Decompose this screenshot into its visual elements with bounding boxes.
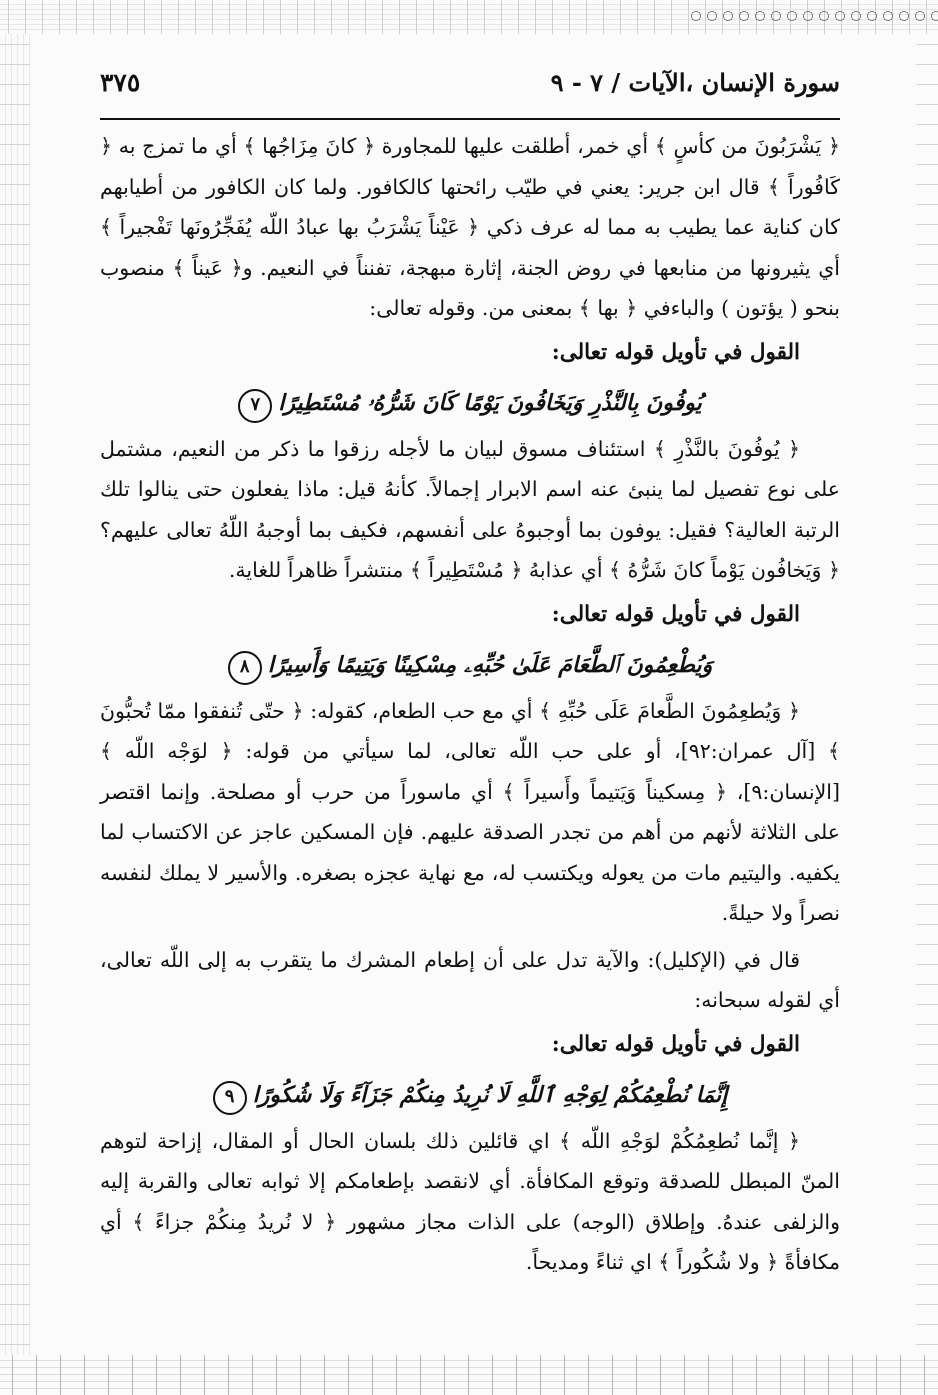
- running-title: سورة الإنسان ،الآيات / ٧ - ٩: [550, 68, 840, 97]
- verse-text: يُوفُونَ بِالنَّذْرِ وَيَخَافُونَ يَوْمًا كَانَ شَرُّهُۥ مُسْتَطِيرًا: [278, 389, 702, 416]
- paragraph: ﴿ يَشْرَبُونَ من كأسٍ ﴾ أي خمر، أطلقت عليها للمجاورة ﴿ كانَ مِزَاجُها ﴾ أي ما تمزج به ﴿ كَافُوراً ﴾ قال ابن جرير: يعني في طيّب رائحتها كالكافور. ولما كان الكافور من أطيابهم كان كناية عما يطيب به مما له عرف ذكي ﴿ عَيْناً يَشْرَبُ بها عبادُ اللّه يُفَجِّرُونَها تَفْجيراً ﴾ أي يثيرونها من منابعها في روض الجنة، إثارة مبهجة، تفنناً في النعيم. و﴿ عَيناً ﴾ منصوب بنحو ( يؤتون ) والباءفي ﴿ بها ﴾ بمعنى من. وقوله تعالى:: [100, 134, 840, 320]
- page-header: [100, 68, 840, 120]
- section-heading: القول في تأويل قوله تعالى:: [551, 601, 800, 627]
- decorative-border-top: [0, 0, 938, 34]
- page: [100, 68, 840, 1283]
- page-number: ٣٧٥: [100, 68, 141, 97]
- verse-text: وَيُطْعِمُونَ ٱلطَّعَامَ عَلَىٰ حُبِّهِۦ مِسْكِينًا وَيَتِيمًا وَأَسِيرًا: [267, 651, 713, 678]
- verse-text: إِنَّمَا نُطْعِمُكُمْ لِوَجْهِ ٱللَّهِ لَا نُرِيدُ مِنكُمْ جَزَآءً وَلَا شُكُورًا: [252, 1081, 728, 1108]
- chain-ornament: [688, 8, 938, 24]
- section-heading: القول في تأويل قوله تعالى:: [551, 1031, 800, 1057]
- decorative-border-left: [0, 34, 30, 1355]
- quran-verse: [100, 639, 840, 691]
- quran-verse: [100, 1069, 840, 1121]
- verse-number: ٧: [238, 389, 272, 423]
- paragraph: ﴿ يُوفُونَ بالنَّذْرِ ﴾ استئناف مسوق لبيان ما لأجله رزقوا ما ذكر من النعيم، مشتمل على نوع تفصيل لما ينبئ عنه اسم الابرار إجمالاً. كأنهُ قيل: ماذا يفعلون حتى ينالوا تلك الرتبة العالية؟ فقيل: يوفون بما أوجبوهُ على أنفسهم، فكيف بما أوجبهُ اللّهُ تعالى عليهم؟ ﴿ وَيَخافُون يَوْماً كانَ شَرُّهُ ﴾ أي عذابهُ ﴿ مُسْتَطِيراً ﴾ منتشراً ظاهراً للغاية.: [100, 436, 840, 582]
- quran-verse: [100, 377, 840, 429]
- paragraph: ﴿ إنَّما نُطعِمُكُمْ لوَجْهِ اللّه ﴾ اي قائلين ذلك بلسان الحال أو المقال، إزاحة لتوهم المنّ المبطل للصدقة وتوقع المكافأة. أي لانقصد بإطعامكم إلا ثوابه تعالى والقربة إليه والزلفى عندهُ. وإطلاق (الوجه) على الذات مجاز مشهور ﴿ لا نُريدُ مِنكُمْ جزاءً ﴾ أي مكافأةً ﴿ ولا شُكُوراً ﴾ اي ثناءً ومديحاً.: [100, 1128, 840, 1274]
- decorative-border-bottom: [0, 1355, 938, 1395]
- verse-number: ٩: [213, 1081, 247, 1115]
- paragraph: ﴿ وَيُطعِمُونَ الطَّعامَ عَلَى حُبِّهِ ﴾ أي مع حب الطعام، كقوله: ﴿ حتّى تُنفقوا ممّا تُحبُّونَ ﴾ [آل عمران:٩٢]، أو على حب اللّه تعالى، لما سيأتي من قوله: ﴿ لوَجْه اللّه ﴾ [الإنسان:٩]، ﴿ مِسكيناً وَيَتيماً وأَسيراً ﴾ أي ماسوراً من حرب أو مصلحة. وإنما اقتصر على الثلاثة لأنهم من أهم من تجدر الصدقة عليهم. فإن المسكين عاجز عن الاكتساب لما يكفيه. واليتيم مات من يعوله ويكتسب له، مع نهاية عجزه بصغره. والأسير لا يملك لنفسه نصراً ولا حيلةً.: [100, 698, 840, 925]
- section-heading: القول في تأويل قوله تعالى:: [551, 339, 800, 365]
- paragraph: قال في (الإكليل): والآية تدل على أن إطعام المشرك ما يتقرب به إلى اللّه تعالى، أي لقوله سبحانه:: [100, 947, 840, 1012]
- decorative-border-right: [916, 34, 938, 1355]
- verse-number: ٨: [228, 651, 262, 685]
